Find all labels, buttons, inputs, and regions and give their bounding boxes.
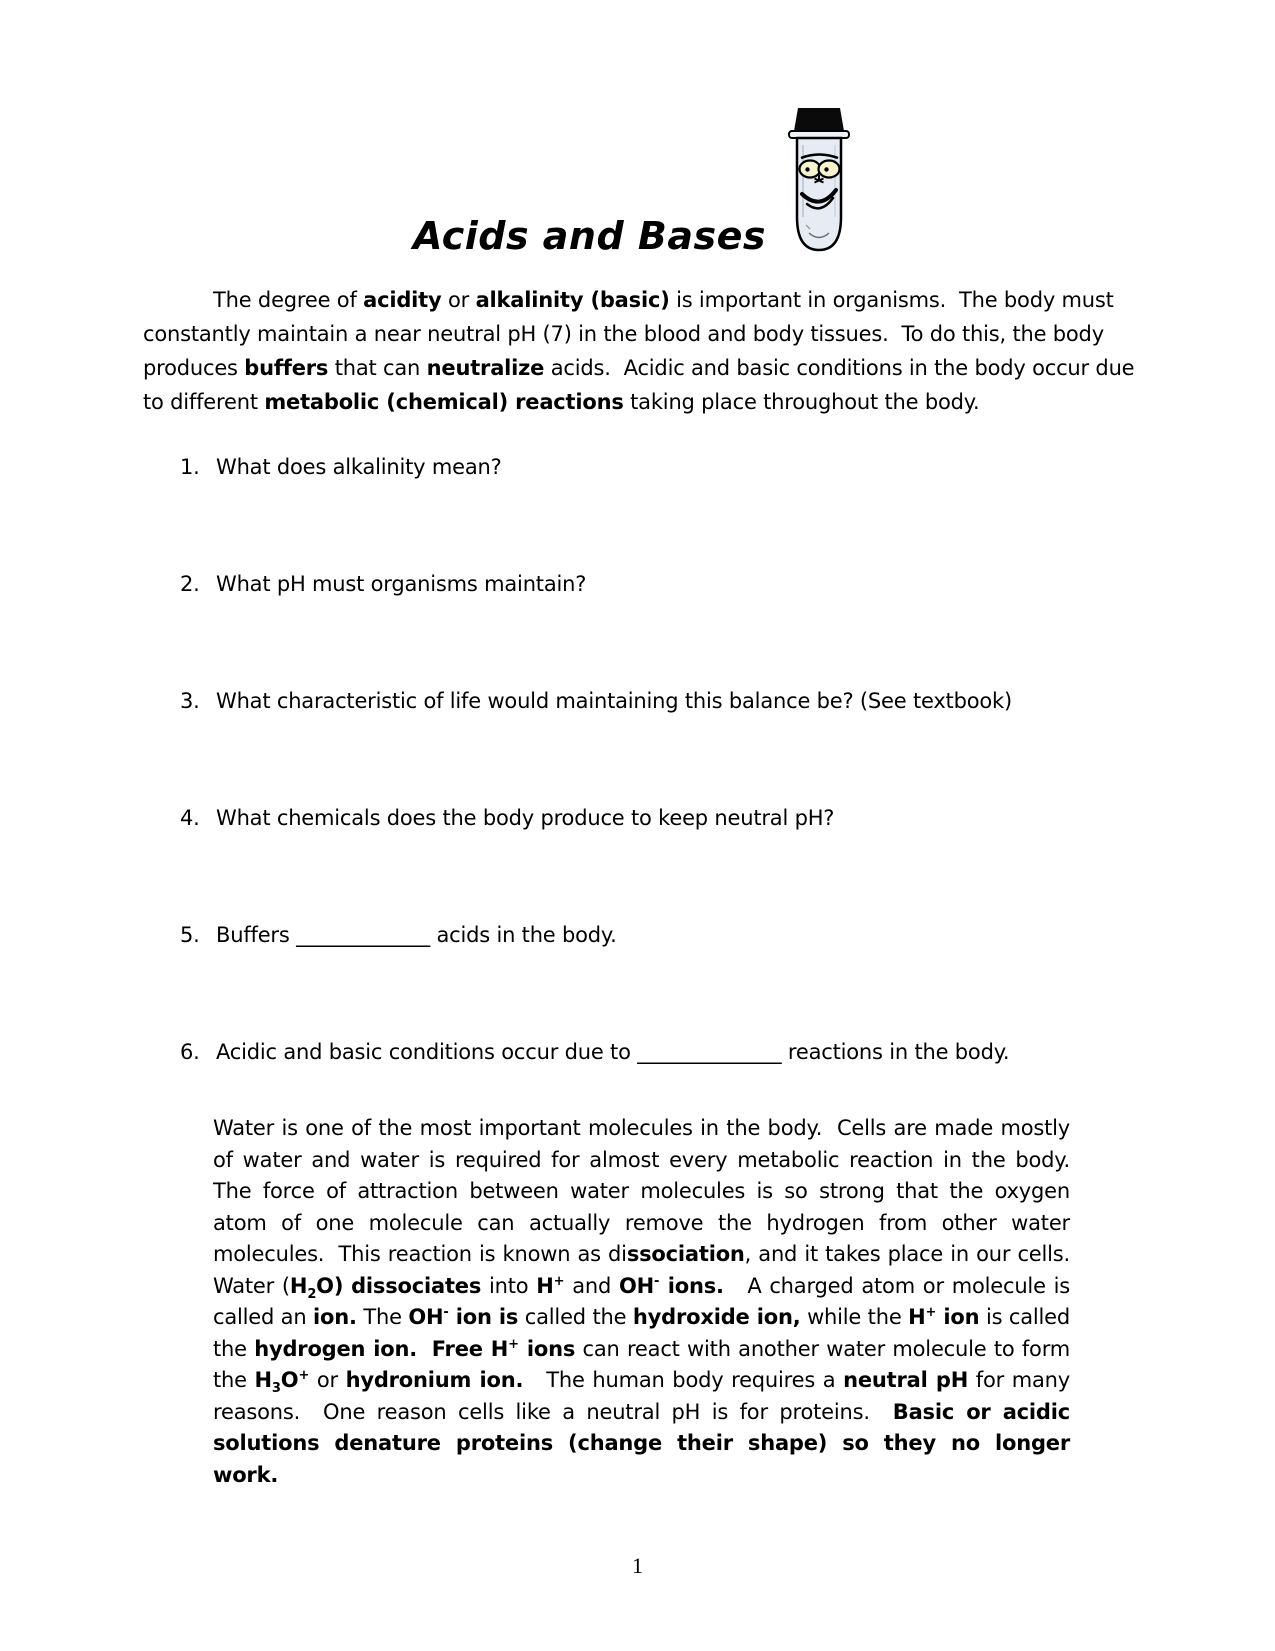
- question-list: [180, 451, 1175, 1069]
- question-item-4: [180, 802, 1175, 835]
- question-text: What pH must organisms maintain?: [216, 572, 587, 596]
- question-text: What does alkalinity mean?: [216, 455, 502, 479]
- question-number: 6.: [180, 1040, 200, 1064]
- question-item-5: [180, 919, 1175, 952]
- question-text: What chemicals does the body produce to keep neutral pH?: [216, 806, 835, 830]
- question-item-6: [180, 1036, 1175, 1069]
- question-item-2: [180, 568, 1175, 601]
- question-item-1: [180, 451, 1175, 484]
- question-text-with-blank: Acidic and basic conditions occur due to ______________ reactions in the body.: [216, 1040, 1010, 1064]
- question-text: What characteristic of life would maintaining this balance be? (See textbook): [216, 689, 1012, 713]
- question-number: 1.: [180, 455, 200, 479]
- question-item-3: [180, 685, 1175, 718]
- page-title: Acids and Bases: [412, 214, 767, 258]
- question-number: 3.: [180, 689, 200, 713]
- page-number: 1: [632, 1553, 643, 1578]
- question-text-with-blank: Buffers _____________ acids in the body.: [216, 923, 617, 947]
- water-paragraph: Water is one of the most important molecules in the body. Cells are made mostly of water and water is required for almost every metabolic reaction in the body. The force of attraction between water molecules is so strong that the oxygen atom of one molecule can actually remove the hydrogen from other water molecules. This reaction is known as dissociation, and it takes place in our cells. Water $(H_2O)$ dissociates into H+ and OH- ions. A charged atom or molecule is called an ion. The OH- ion is called the hydroxide ion, while the H+ ion is called the hydrogen ion. Free H+ ions can react with another water molecule to form the $H_3O^+$ or hydronium ion. The human body requires a neutral pH for many reasons. One reason cells like a neutral pH is for proteins. Basic or acidic solutions denature proteins (change their shape) so they no longer work.: [213, 1116, 1083, 1487]
- question-number: 4.: [180, 806, 200, 830]
- intro-paragraph: The degree of acidity or alkalinity (basic) is important in organisms. The body must constantly maintain a near neutral pH (7) in the blood and body tissues. To do this, the body produces buffers that can neutralize acids. Acidic and basic conditions in the body occur due to different metabolic (chemical) reactions taking place throughout the body.: [143, 288, 1141, 414]
- test-tube-cartoon-icon: [776, 105, 862, 257]
- title-row: [0, 0, 1275, 257]
- question-number: 2.: [180, 572, 200, 596]
- test-tube-cork: [794, 108, 844, 131]
- question-number: 5.: [180, 923, 200, 947]
